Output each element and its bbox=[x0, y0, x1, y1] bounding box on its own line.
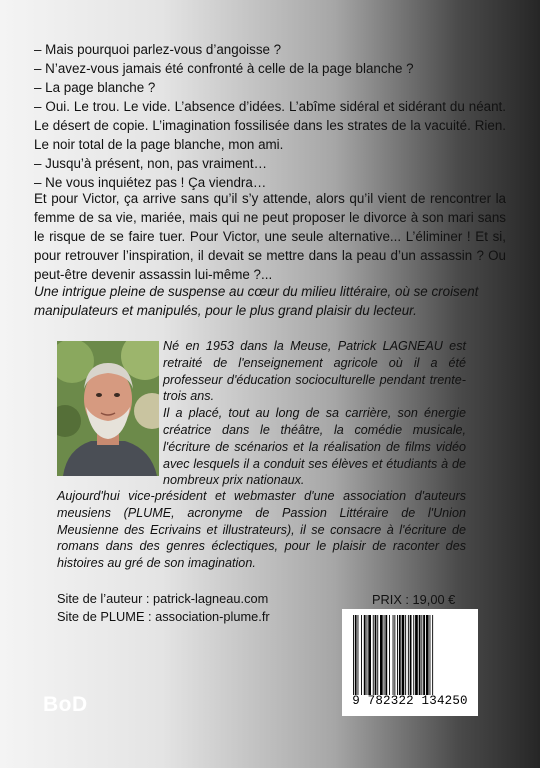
author-photo bbox=[57, 341, 159, 476]
dialogue-block bbox=[34, 40, 506, 192]
dialogue-line: – Ne vous inquiétez pas ! Ça viendra… bbox=[34, 175, 267, 190]
bio-paragraph: Il a placé, tout au long de sa carrière, son énergie créatrice dans le théâtre, la comédie musicale, l'écriture de scénarios et la réalisation de films vidéo avec lesquels il a conduit ses élèves et étudiants à de nombreux prix nationaux. bbox=[163, 406, 466, 488]
author-bio bbox=[163, 338, 466, 489]
author-website: Site de l’auteur : patrick-lagneau.com bbox=[57, 591, 269, 606]
websites bbox=[57, 590, 270, 626]
plume-website: Site de PLUME : association-plume.fr bbox=[57, 609, 270, 624]
dialogue-line: – La page blanche ? bbox=[34, 80, 156, 95]
dialogue-line: – N’avez-vous jamais été confronté à celle de la page blanche ? bbox=[34, 61, 414, 76]
bio-paragraph: Né en 1953 dans la Meuse, Patrick LAGNEAU est retraité de l'enseignement agricole où il a été professeur d'éducation socioculturelle pendant trente-trois ans. bbox=[163, 339, 466, 404]
dialogue-line: – Jusqu’à présent, non, pas vraiment… bbox=[34, 156, 267, 171]
isbn-number: 9 782322 134250 bbox=[352, 694, 468, 708]
price-label: PRIX : 19,00 € bbox=[372, 592, 456, 607]
publisher-logo: BoD bbox=[43, 693, 88, 716]
tagline: Une intrigue pleine de suspense au cœur du milieu littéraire, où se croisent manipulateurs et manipulés, pour le plus grand plaisir du lecteur. bbox=[34, 284, 479, 318]
barcode bbox=[342, 609, 478, 716]
dialogue-line: – Oui. Le trou. Le vide. L’absence d’idées. L’abîme sidéral et sidérant du néant. Le désert de copie. L’imagination fossilisée dans les strates de la vacuité. Rien. Le noir total de la page blanche, mon ami. bbox=[34, 99, 506, 152]
barcode-bars bbox=[353, 615, 467, 695]
dialogue-line: – Mais pourquoi parlez-vous d’angoisse ? bbox=[34, 42, 282, 57]
bio-paragraph: Aujourd'hui vice-président et webmaster d'une association d'auteurs meusiens (PLUME, acronyme de Passion Littéraire de l'Union Meusienne des Ecrivains et illustrateurs), il se consacre à l'écriture de romans dans des genres éclectiques, pour le plaisir de raconter des histoires au gré de son imagination. bbox=[57, 489, 466, 571]
story-summary: Et pour Victor, ça arrive sans qu’il s’y attende, alors qu’il vient de rencontrer la femme de sa vie, mariée, mais qui ne peut proposer le divorce à son mari sans le risque de se faire tuer. Pour Victor, une seule alternative... L’éliminer ! Et si, pour retrouver l’inspiration, il devait se mettre dans la peau d’un assassin ? Ou peut-être devenir assassin lui-même ?... bbox=[34, 191, 506, 282]
